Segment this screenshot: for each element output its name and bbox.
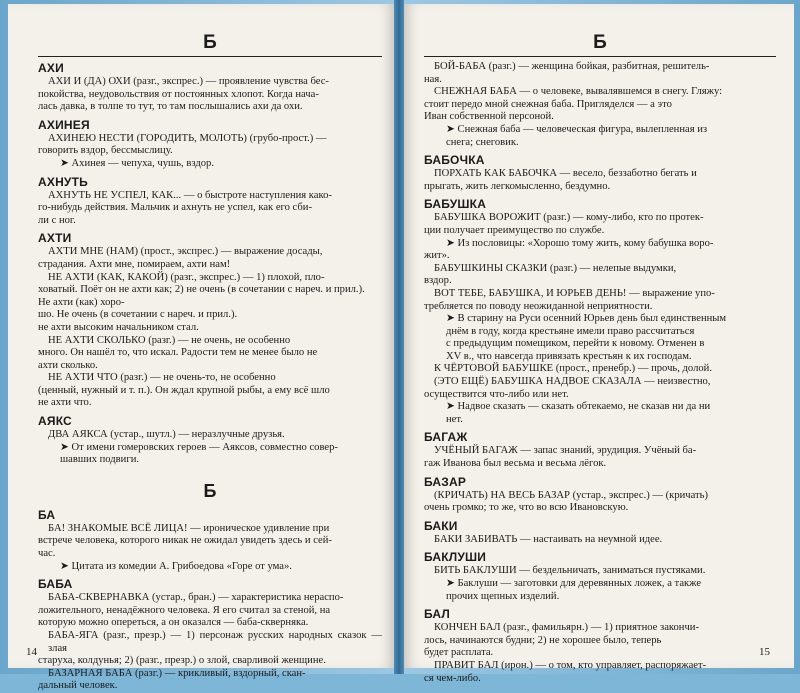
- left-page-running-head: Б: [38, 32, 382, 57]
- entry-line: XV в., что навсегда привязать крестьян к их господам.: [446, 350, 692, 362]
- entry-headword: БАБУШКА: [424, 197, 487, 212]
- entry-line: ➤ Надвое сказать — сказать обтекаемо, не сказав ни да ни: [446, 401, 711, 413]
- entry-line: нет.: [446, 413, 463, 425]
- entry-line: осуществится что-либо или нет.: [424, 388, 569, 400]
- entry-line: не ахти высоким начальником стал.: [38, 321, 199, 333]
- entry-line: прочих щепных изделий.: [446, 590, 560, 602]
- entry-line: ➤ В старину на Руси осенний Юрьев день был единственным: [446, 313, 727, 325]
- entry-line: которую можно опереться, а он оказался — баба-скверняка.: [38, 617, 309, 629]
- entry-line: АХТИ МНЕ (НАМ) (прост., экспрес.) — выражение досады,: [48, 246, 323, 258]
- entry-line: много. Он нашёл то, что искал. Радости тем не менее было не: [38, 347, 318, 359]
- entry-line: старуха, колдунья; 2) (разг., презр.) о злой, сварливой женщине.: [38, 655, 326, 667]
- entry-line: НЕ АХТИ СКОЛЬКО (разг.) — не очень, не особенно: [48, 334, 291, 346]
- entry-line: ➤ Цитата из комедии А. Грибоедова «Горе от ума».: [60, 560, 292, 572]
- right-page-running-head: Б: [424, 32, 776, 57]
- entry-line: (КРИЧАТЬ) НА ВЕСЬ БАЗАР (устар., экспрес.) — (кричать): [434, 489, 709, 501]
- entry-line: БОЙ-БАБА (разг.) — женщина бойкая, разбитная, решитель-: [434, 61, 710, 72]
- entry-line: лась давка, в толпе то тут, то там послышались ахи да охи.: [38, 101, 303, 113]
- entry-line: ➤ От имени гомеровских героев — Аяксов, совместно совер-: [60, 441, 338, 453]
- entry-line: не ахти что.: [38, 397, 92, 409]
- entry-headword: БАКИ: [424, 518, 458, 533]
- entry-line: ховатый. Поёт он не ахти как; 2) не очень (в сочетании с нареч. и прил.).: [38, 284, 365, 296]
- entry-line: ➤ Ахинея — чепуха, чушь, вздор.: [60, 157, 214, 169]
- entry-line: БАБА-ЯГА (разг., презр.) — 1) персонаж русских народных сказок — злая: [48, 630, 382, 654]
- left-page: [8, 4, 394, 692]
- entry-line: БА! ЗНАКОМЫЕ ВСЁ ЛИЦА! — ироническое удивление при: [48, 522, 330, 534]
- right-page-content: [424, 32, 776, 685]
- entry-line: ная.: [424, 73, 442, 85]
- entry-line: гаж Иванова был весьма и весьма лёгок.: [424, 458, 607, 470]
- entry-headword: АХИНЕЯ: [38, 117, 90, 132]
- right-page: [404, 4, 794, 684]
- entry-headword: БА: [38, 507, 56, 522]
- entry-line: ➤ Из пословицы: «Хорошо тому жить, кому бабушка воро-: [446, 237, 714, 249]
- entry-line: АХИНЕЮ НЕСТИ (ГОРОДИТЬ, МОЛОТЬ) (грубо-прост.) —: [48, 132, 327, 144]
- dictionary-entry: [38, 118, 382, 171]
- entry-line: КОНЧЕН БАЛ (разг., фамильярн.) — 1) приятное закончи-: [434, 622, 699, 634]
- entry-line: с предыдущим помещиком, перейти к новому. Отменен в: [446, 338, 705, 350]
- left-page-content: [38, 32, 382, 693]
- entry-line: УЧЁНЫЙ БАГАЖ — запас знаний, эрудиция. Учёный ба-: [434, 445, 697, 457]
- dictionary-entry: [424, 153, 776, 193]
- entry-headword: БАБА: [38, 577, 73, 592]
- entry-line: жит».: [424, 250, 450, 262]
- entry-line: покойства, неудовольствия от постоянных хлопот. Когда нача-: [38, 88, 319, 100]
- entry-line: го-нибудь действия. Мальчик и ахнуть не успел, как его сби-: [38, 202, 312, 214]
- dictionary-entry: [424, 61, 776, 149]
- entry-line: снега; снеговик.: [446, 136, 519, 148]
- entry-line: АХНУТЬ НЕ УСПЕЛ, КАК... — о быстроте наступления како-: [48, 189, 332, 201]
- entry-line: днём в году, когда крестьяне имели право рассчитаться: [446, 325, 695, 337]
- dictionary-entry: [424, 430, 776, 470]
- entry-line: ДВА АЯКСА (устар., шутл.) — неразлучные друзья.: [48, 429, 285, 441]
- entry-line: (ЭТО ЕЩЁ) БАБУШКА НАДВОЕ СКАЗАЛА — неизвестно,: [434, 376, 711, 388]
- entry-line: БАБУШКА ВОРОЖИТ (разг.) — кому-либо, кто по протек-: [434, 212, 704, 224]
- dictionary-entry: [38, 508, 382, 573]
- entry-line: шо. Не очень (в сочетании с нареч. и прил.).: [38, 309, 238, 321]
- entry-line: ции получает преимущество по службе.: [424, 224, 605, 236]
- entry-line: требляется по поводу неожиданной неприятности.: [424, 300, 653, 312]
- entry-headword: АХНУТЬ: [38, 174, 88, 189]
- right-page-number: 15: [759, 646, 770, 658]
- left-page-number: 14: [26, 646, 37, 658]
- entry-headword: БАБОЧКА: [424, 153, 485, 168]
- dictionary-entry: [38, 577, 382, 693]
- entry-line: НЕ АХТИ ЧТО (разг.) — не очень-то, не особенно: [48, 372, 276, 384]
- entry-line: НЕ АХТИ (КАК, КАКОЙ) (разг., экспрес.) — 1) плохой, пло-: [48, 271, 325, 283]
- entry-line: прыгать, жить легкомысленно, бездумно.: [424, 180, 611, 192]
- entry-line: ВОТ ТЕБЕ, БАБУШКА, И ЮРЬЕВ ДЕНЬ! — выражение упо-: [434, 287, 715, 299]
- entry-line: дальный человек.: [38, 680, 118, 692]
- dictionary-entry: [424, 519, 776, 547]
- entry-line: ПРАВИТ БАЛ (ирон.) — о том, кто управляет, распоряжает-: [434, 659, 707, 671]
- dictionary-entry: [424, 475, 776, 515]
- entry-headword: БАКЛУШИ: [424, 550, 487, 565]
- left-entries-b: [38, 508, 382, 693]
- dictionary-entry: [424, 197, 776, 426]
- entry-line: К ЧЁРТОВОЙ БАБУШКЕ (прост., пренебр.) — прочь, долой.: [434, 363, 712, 375]
- dictionary-entry: [424, 607, 776, 685]
- entry-line: стоит передо мной снежная баба. Пригляделся — а это: [424, 98, 672, 110]
- entry-line: АХИ И (ДА) ОХИ (разг., экспрес.) — проявление чувства бес-: [48, 76, 329, 87]
- entry-headword: БАЛ: [424, 607, 451, 622]
- entry-headword: БАГАЖ: [424, 430, 468, 445]
- dictionary-entry: [38, 231, 382, 410]
- dictionary-entry: [38, 61, 382, 114]
- entry-line: (ценный, нужный и т. п.). Он ждал крупной рыбы, а ему всё шло: [38, 384, 330, 396]
- dictionary-entry: [38, 414, 382, 467]
- entry-line: ложительного, ненадёжного человека. Я его считал за стеной, на: [38, 604, 331, 616]
- entry-line: БИТЬ БАКЛУШИ — бездельничать, заниматься пустяками.: [434, 565, 706, 577]
- entry-line: СНЕЖНАЯ БАБА — о человеке, вывалявшемся в снегу. Гляжу:: [434, 86, 723, 98]
- left-entries-a: [38, 61, 382, 467]
- section-letter: Б: [203, 480, 217, 501]
- entry-line: БАБУШКИНЫ СКАЗКИ (разг.) — нелепые выдумки,: [434, 262, 677, 274]
- dictionary-entry: [424, 550, 776, 603]
- entry-line: лось, начинаются будни; 2) не хорошее было, теперь: [424, 634, 662, 646]
- entry-line: ахти сколько.: [38, 359, 98, 371]
- entry-line: ся чем-либо.: [424, 672, 481, 684]
- entry-line: встрече человека, которого никак не ожидал увидеть здесь и сей-: [38, 535, 332, 547]
- entry-line: БАКИ ЗАБИВАТЬ — настаивать на неумной идее.: [434, 533, 663, 545]
- entry-line: шавших подвиги.: [60, 454, 140, 466]
- entry-headword: АХИ: [38, 61, 64, 75]
- entry-headword: БАЗАР: [424, 474, 467, 489]
- entry-line: Иван собственной персоной.: [424, 111, 554, 123]
- entry-line: говорить вздор, бессмыслицу.: [38, 145, 173, 157]
- entry-line: БАЗАРНАЯ БАБА (разг.) — крикливый, вздорный, скан-: [48, 667, 306, 679]
- entry-line: будет расплата.: [424, 647, 494, 659]
- dictionary-entry: [38, 175, 382, 228]
- entry-line: БАБА-СКВЕРНАВКА (устар., бран.) — характеристика нераспо-: [48, 592, 344, 604]
- entry-line: час.: [38, 548, 56, 560]
- entry-line: вздор.: [424, 275, 452, 287]
- entry-line: очень громко; то же, что во всю Ивановскую.: [424, 502, 629, 514]
- right-entries: [424, 61, 776, 685]
- book-gutter: [394, 0, 404, 674]
- entry-line: ПОРХАТЬ КАК БАБОЧКА — весело, беззаботно бегать и: [434, 168, 697, 180]
- entry-line: ли с ног.: [38, 214, 76, 226]
- entry-line: Не ахти (как) хоро-: [38, 296, 125, 308]
- entry-headword: АЯКС: [38, 414, 72, 429]
- entry-line: ➤ Снежная баба — человеческая фигура, вылепленная из: [446, 123, 708, 135]
- entry-headword: АХТИ: [38, 231, 72, 246]
- entry-line: ➤ Баклуши — заготовки для деревянных ложек, а также: [446, 578, 702, 589]
- entry-line: страдания. Ахти мне, помираем, ахти нам!: [38, 258, 231, 270]
